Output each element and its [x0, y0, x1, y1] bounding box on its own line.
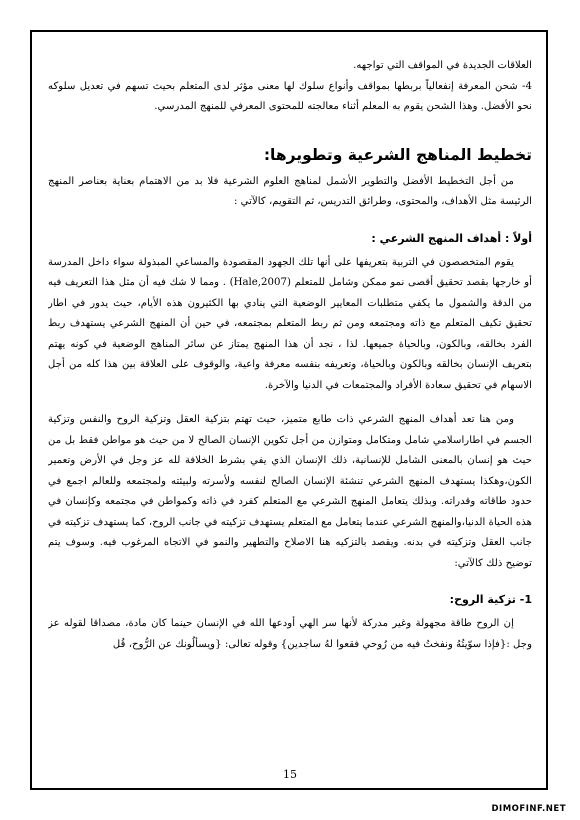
- paragraph-continuation: العلاقات الجديدة في المواقف التي تواجهه.: [353, 60, 532, 71]
- subsection-heading-objectives: أولاً : أهداف المنهج الشرعي :: [371, 231, 532, 245]
- page-number: 15: [283, 768, 297, 781]
- paragraph-objectives: ومن هنا تعد أهداف المنهج الشرعي ذات طابع متميز، حيث تهتم بتزكية العقل وتزكية الروح والنفس وتزكية الجسم في اطاراسلامي شامل ومتكامل ومتوازن من أجل تكوين الإنسان الصالح لا من حيث هو مواطن فقط بل من حيث هو إنسان بالمعنى الشامل للإنسانية، ذلك الإنسان الذي يفي بشرط الخلافة لله عز وجل في الأرض وتعمير الكون،وهكذا يستهدف المنهج الشرعي تنشئة الإنسان الصالح لنفسه ولأسرته ولبيئته ولمجتمعه وللعالم اجمع في حدود طاقاته وقدراته. وبذلك يتعامل المنهج الشرعي مع المتعلم كفرد في ذاته وكمواطن في مجتمعه وكإنسان في هذه الحياة الدنيا،والمنهج الشرعي عندما يتعامل مع المتعلم يستهدف تزكيته في جانب الروح، كما يستهدف تزكيته في جانب العقل وتزكيته في بدنه. ويقصد بالتزكيه هنا الاصلاح والتطهير والنمو في الاتجاه المرغوب فيه. وسوف يتم توضيح ذلك كالآتي:: [48, 414, 532, 569]
- section-heading: تخطيط المناهج الشرعية وتطويرها:: [263, 145, 532, 164]
- paragraph-point-4: 4- شحن المعرفة إنفعالياً بربطها بمواقف وأنواع سلوك لها معنى مؤثر لدى المتعلم بحيث تسهم في تعديل سلوكه نحو الأفضل. وهذا الشحن يقوم به المعلم أثناء معالجته للمحتوى المعرفي للمنهج المدرسي.: [48, 80, 532, 112]
- subsection-heading-soul: 1- تزكية الروح:: [449, 593, 532, 606]
- paragraph-intro: من أجل التخطيط الأفضل والتطوير الأشمل لمناهج العلوم الشرعية فلا بد من الاهتمام بعناية بعناصر المنهج الرئيسة مثل الأهداف، والمحتوى، وطرائق التدريس، ثم التقويم، كالآتي :: [48, 175, 532, 207]
- paragraph-soul: إن الروح طاقة مجهولة وغير مدركة لأنها سر الهي أودعها الله في الإنسان حينما كان مادة، مصداقا لقوله عز وجل :{فإذا سوّيتُهُ ونفختُ فيه من رُوحي فقعوا لهُ ساجدين} وقوله تعالى: {ويسألُونك عن الرُّوح، قُل: [48, 618, 532, 650]
- document-body: [48, 56, 532, 756]
- paragraph-definition: يقوم المتخصصون في التربية بتعريفها على أنها تلك الجهود المقصودة والمساعي المبذولة سواء داخل المدرسة أو خارجها بقصد تحقيق أقصى نمو ممكن وشامل للمتعلم (Hale,2007) . ومما لا شك فيه أن مثل هذا التعريف فيه من الدقة والشمول ما يكفي متطلبات المعايير الوضعية التي ينادي بها الكثيرون هذه الأيام، حيث يدور في اطار تحقيق تكيف المتعلم مع ذاته ومجتمعه ومن ثم ربط المتعلم بمجتمعه، في حين أن المنهج الشرعي يستهدف ربط الفرد بخالقه، وبالكون، وبالحياة جميعها. لذا ، نجد أن هذا المنهج يمتاز عن سائر المناهج الوضعية في كونه يهتم بتعريف الإنسان بخالقه وبالكون وبالحياة، وتعريفه بنفسه معرفة واعية، والوقوف على العلاقة بين هذا كله من أجل الاسهام في تحقيق سعادة الأفراد والمجتمعات في الدنيا والآخرة.: [48, 256, 532, 391]
- site-watermark: DIMOFINF.NET: [491, 804, 566, 814]
